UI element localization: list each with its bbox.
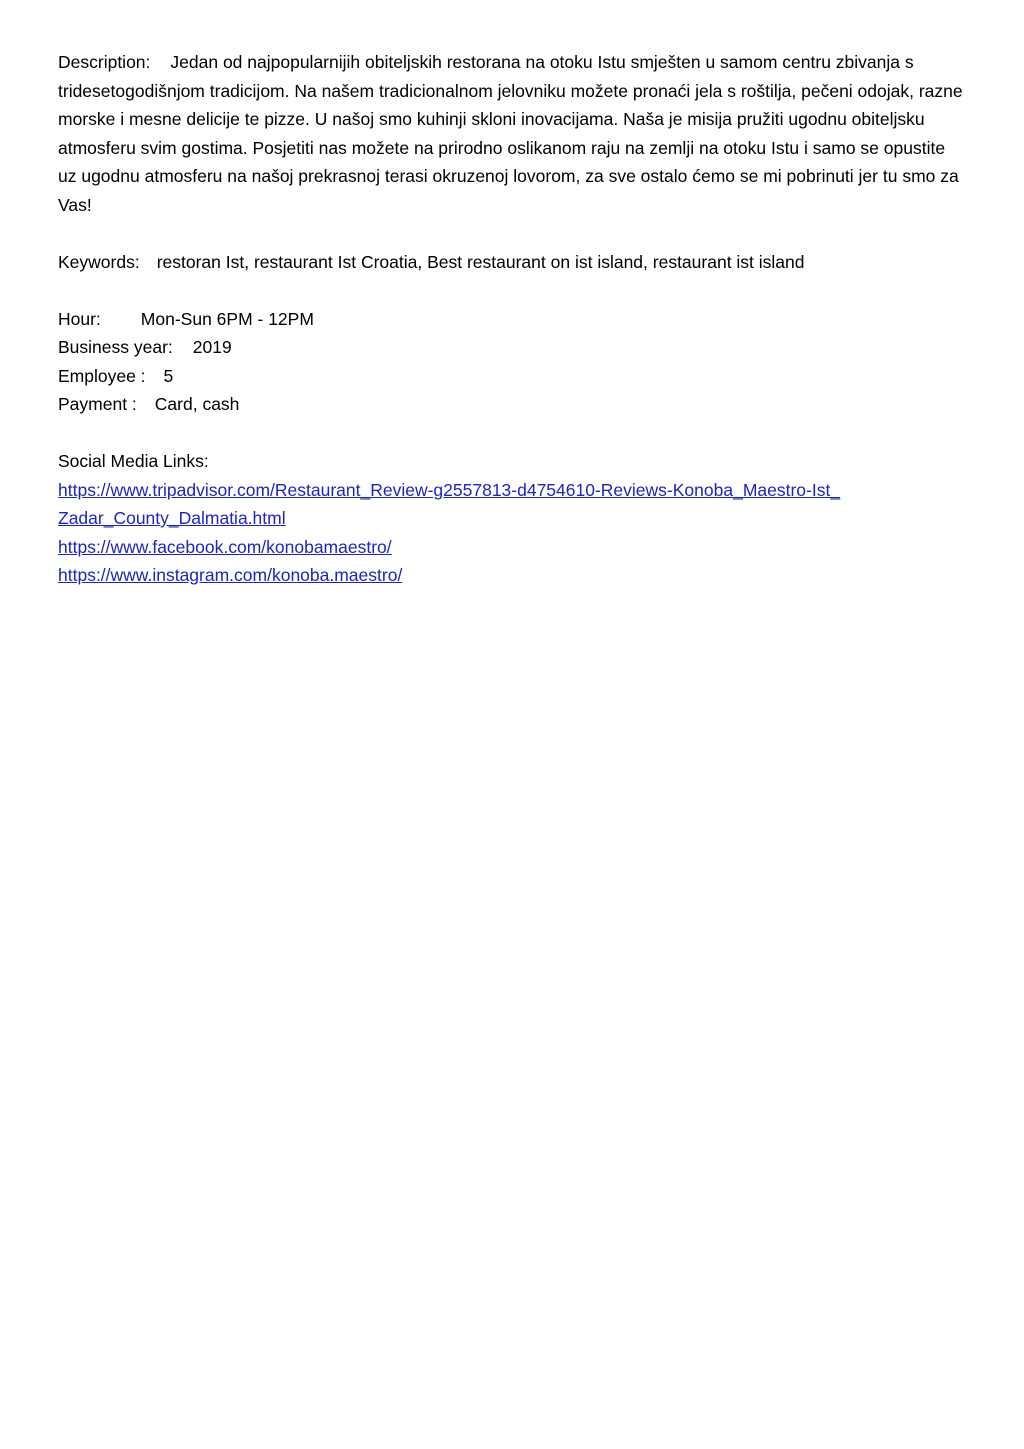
hour-label: Hour: xyxy=(58,308,101,329)
keywords-text: restoran Ist, restaurant Ist Croatia, Best restaurant on ist island, restaurant ist island xyxy=(156,251,805,272)
payment-value: Card, cash xyxy=(154,394,240,414)
social-media-section xyxy=(58,447,966,590)
keywords-label: Keywords: xyxy=(58,251,140,272)
instagram-link[interactable]: https://www.instagram.com/konoba.maestro/ xyxy=(58,565,403,585)
employee-value: 5 xyxy=(163,365,174,386)
employee-label: Employee : xyxy=(58,365,146,386)
description-text: Jedan od najpopularnijih obiteljskih restorana na otoku Istu smješten u samom centru zbivanja s tridesetogodišnjom tradicijom. Na našem tradicionalnom jelovniku možete pronaći jela s roštilja, pečeni odojak, razne morske i mesne delicije te pizze. U našoj smo kuhinji skloni inovacijama. Naša je misija pružiti ugodnu obiteljsku atmosferu svim gostima. Posjetiti nas možete na prirodno oslikanom raju na zemlji na otoku Istu i samo se opustite uz ugodnu atmosferu na našoj prekrasnoj terasi okruzenoj lovorom, za sve ostalo ćemo se mi pobrinuti jer tu smo za Vas! xyxy=(58,52,963,215)
hour-value: Mon-Sun 6PM - 12PM xyxy=(140,308,314,329)
payment-label: Payment : xyxy=(58,394,137,414)
business-details xyxy=(58,305,966,419)
business-year-value: 2019 xyxy=(192,337,232,357)
facebook-link[interactable]: https://www.facebook.com/konobamaestro/ xyxy=(58,536,392,557)
business-year-label: Business year: xyxy=(58,337,173,357)
social-media-heading: Social Media Links: xyxy=(58,451,209,471)
description-label: Description: xyxy=(58,52,151,72)
payment-row xyxy=(58,390,966,419)
tripadvisor-link[interactable]: https://www.tripadvisor.com/Restaurant_Review-g2557813-d4754610-Reviews-Konoba_Maestro-Ist_Zadar_County_Dalmatia.html xyxy=(58,479,841,528)
employee-row xyxy=(58,362,966,391)
description-paragraph xyxy=(58,48,966,219)
hour-row xyxy=(58,305,966,334)
keywords-paragraph xyxy=(58,248,966,277)
business-year-row xyxy=(58,333,966,362)
